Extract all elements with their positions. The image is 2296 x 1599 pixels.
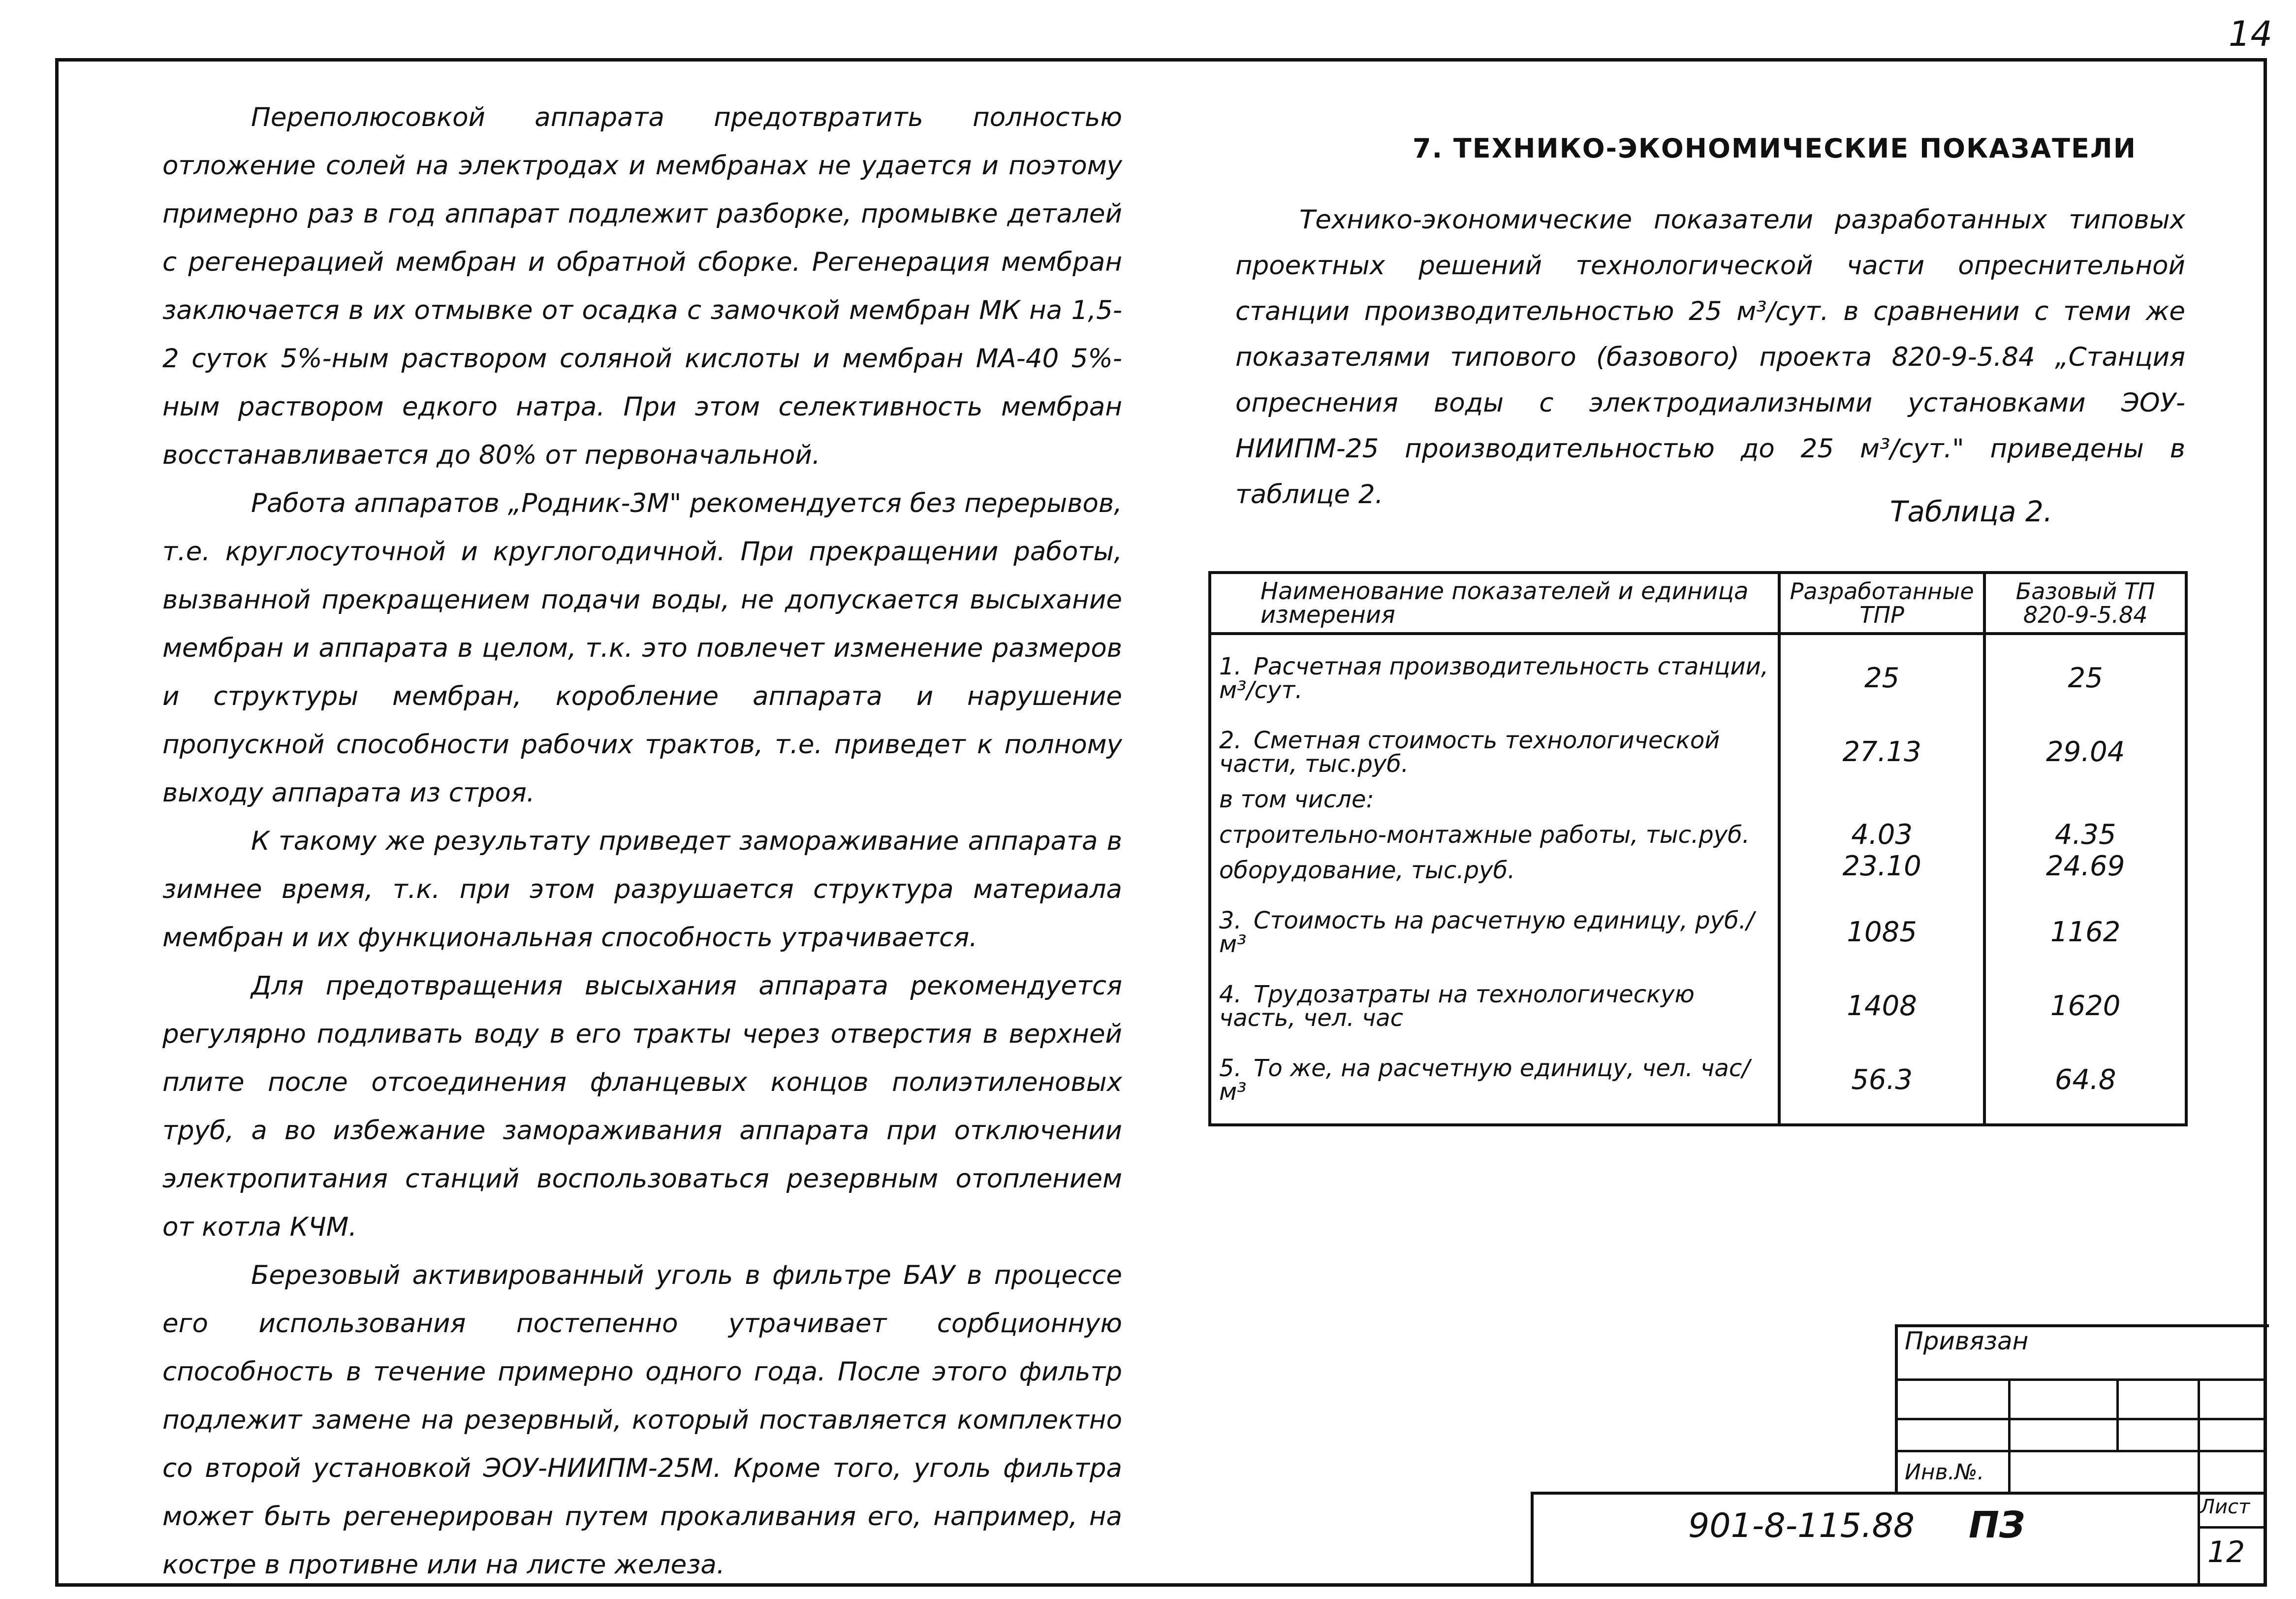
document-type: ПЗ xyxy=(1969,1504,2025,1546)
row-value-base: 25 xyxy=(1984,634,2186,704)
paragraph-5: Березовый активированный уголь в фильтре БАУ в процессе его использования постепенно утрачивает сорбционную способность в течение примерно одного года. После этого фильтр подлежит замене на резервный, который поставляется комплектно со второй установкой ЭОУ-НИИПМ-25М. Кроме того, уголь фильтра может быть регенерирован путем прокаливания его, например, на костре в противне или на листе железа. xyxy=(162,1260,1122,1580)
table-row xyxy=(1210,634,2186,704)
row-value-developed: 56.3 xyxy=(1779,1032,1984,1125)
row-name: в том числе: xyxy=(1210,778,1779,813)
row-name: Сметная стоимость технологической части, тыс.руб. xyxy=(1219,727,1720,778)
row-value-developed: 27.13 xyxy=(1779,704,1984,778)
stamp-divider xyxy=(1895,1450,2267,1452)
row-value-developed xyxy=(1779,778,1984,813)
document-code: 901-8-115.88 xyxy=(1688,1506,1915,1545)
row-name: строительно-монтажные работы, тыс.руб. xyxy=(1210,813,1779,849)
section-title: 7. ТЕХНИКО-ЭКОНОМИЧЕСКИЕ ПОКАЗАТЕЛИ xyxy=(1413,133,2137,164)
table-row xyxy=(1210,813,2186,849)
header-name: Наименование показателей и единица измерения xyxy=(1210,573,1779,634)
table-row xyxy=(1210,1032,2186,1125)
row-name: оборудование, тыс.руб. xyxy=(1210,849,1779,884)
table-row xyxy=(1210,884,2186,958)
sheet-number: 12 xyxy=(2207,1535,2245,1569)
table-row xyxy=(1210,958,2186,1032)
table-row xyxy=(1210,849,2186,884)
row-number: 1. xyxy=(1219,653,1242,680)
header-base: Базовый ТП 820-9-5.84 xyxy=(1984,573,2186,634)
row-value-base: 29.04 xyxy=(1984,704,2186,778)
row-number: 5. xyxy=(1219,1055,1242,1082)
table-header-row xyxy=(1210,573,2186,634)
paragraph-3: К такому же результату приведет замораживание аппарата в зимнее время, т.к. при этом разрушается структура материала мембран и их функциональная способность утрачивается. xyxy=(162,826,1122,953)
row-name: То же, на расчетную единицу, чел. час/м³ xyxy=(1219,1055,1750,1106)
table-row xyxy=(1210,704,2186,778)
title-block-divider xyxy=(2198,1526,2267,1529)
row-value-base: 1162 xyxy=(1984,884,2186,958)
stamp-divider xyxy=(2198,1378,2200,1492)
paragraph-4: Для предотвращения высыхания аппарата рекомендуется регулярно подливать воду в его тракты через отверстия в верхней плите после отсоединения фланцевых концов полиэтиленовых труб, а во избежание замораживания аппарата при отключении электропитания станций воспользоваться резервным отоплением от котла КЧМ. xyxy=(162,971,1122,1242)
row-value-developed: 1408 xyxy=(1779,958,1984,1032)
row-name: Стоимость на расчетную единицу, руб./м³ xyxy=(1219,907,1755,958)
row-value-developed: 4.03 xyxy=(1779,813,1984,849)
row-value-base xyxy=(1984,778,2186,813)
corner-page-number: 14 xyxy=(2228,14,2272,54)
indicators-table xyxy=(1208,571,2188,1126)
row-name: Трудозатраты на технологическую часть, чел. час xyxy=(1219,981,1695,1032)
left-text-column xyxy=(162,94,1122,1589)
stamp-divider xyxy=(1895,1418,2267,1420)
paragraph-1: Переполюсовкой аппарата предотвратить полностью отложение солей на электродах и мембранах не удается и поэтому примерно раз в год аппарат подлежит разборке, промывке деталей с регенерацией мембран и обратной сборке. Регенерация мембран заключается в их отмывке от осадка с замочкой мембран МК на 1,5-2 суток 5%-ным раствором соляной кислоты и мембран МА-40 5%-ным раствором едкого натра. При этом селективность мембран восстанавливается до 80% от первоначальной. xyxy=(162,102,1122,470)
row-value-developed: 23.10 xyxy=(1779,849,1984,884)
row-number: 3. xyxy=(1219,907,1242,934)
inv-label: Инв.№. xyxy=(1905,1460,1984,1485)
row-value-base: 4.35 xyxy=(1984,813,2186,849)
table-caption: Таблица 2. xyxy=(1890,495,2053,528)
stamp-divider xyxy=(2008,1378,2011,1492)
row-number: 4. xyxy=(1219,981,1242,1008)
table-row xyxy=(1210,778,2186,813)
stamp-divider xyxy=(2116,1378,2119,1450)
sheet-label: Лист xyxy=(2200,1496,2250,1518)
section-intro: Технико-экономические показатели разработанных типовых проектных решений технологической части опреснительной станции производительностью 25 м³/сут. в сравнении с теми же показателями типового (базового) проекта 820-9-5.84 „Станция опреснения воды с электродиализными установками ЭОУ-НИИПМ-25 производительностью до 25 м³/сут." приведены в таблице 2. xyxy=(1235,205,2185,510)
row-value-base: 64.8 xyxy=(1984,1032,2186,1125)
paragraph-2: Работа аппаратов „Родник-3М" рекомендуется без перерывов, т.е. круглосуточной и круглогодичной. При прекращении работы, вызванной прекращением подачи воды, не допускается высыхание мембран и аппарата в целом, т.к. это повлечет изменение размеров и структуры мембран, коробление аппарата и нарушение пропускной способности рабочих трактов, т.е. приведет к полному выходу аппарата из строя. xyxy=(162,488,1122,808)
bound-label: Привязан xyxy=(1905,1327,2029,1355)
row-value-base: 24.69 xyxy=(1984,849,2186,884)
row-value-developed: 25 xyxy=(1779,634,1984,704)
stamp-divider xyxy=(1895,1378,2267,1381)
row-number: 2. xyxy=(1219,727,1242,754)
row-value-developed: 1085 xyxy=(1779,884,1984,958)
row-name: Расчетная производительность станции, м³/сут. xyxy=(1219,653,1769,704)
header-developed: Разработанные ТПР xyxy=(1779,573,1984,634)
row-value-base: 1620 xyxy=(1984,958,2186,1032)
